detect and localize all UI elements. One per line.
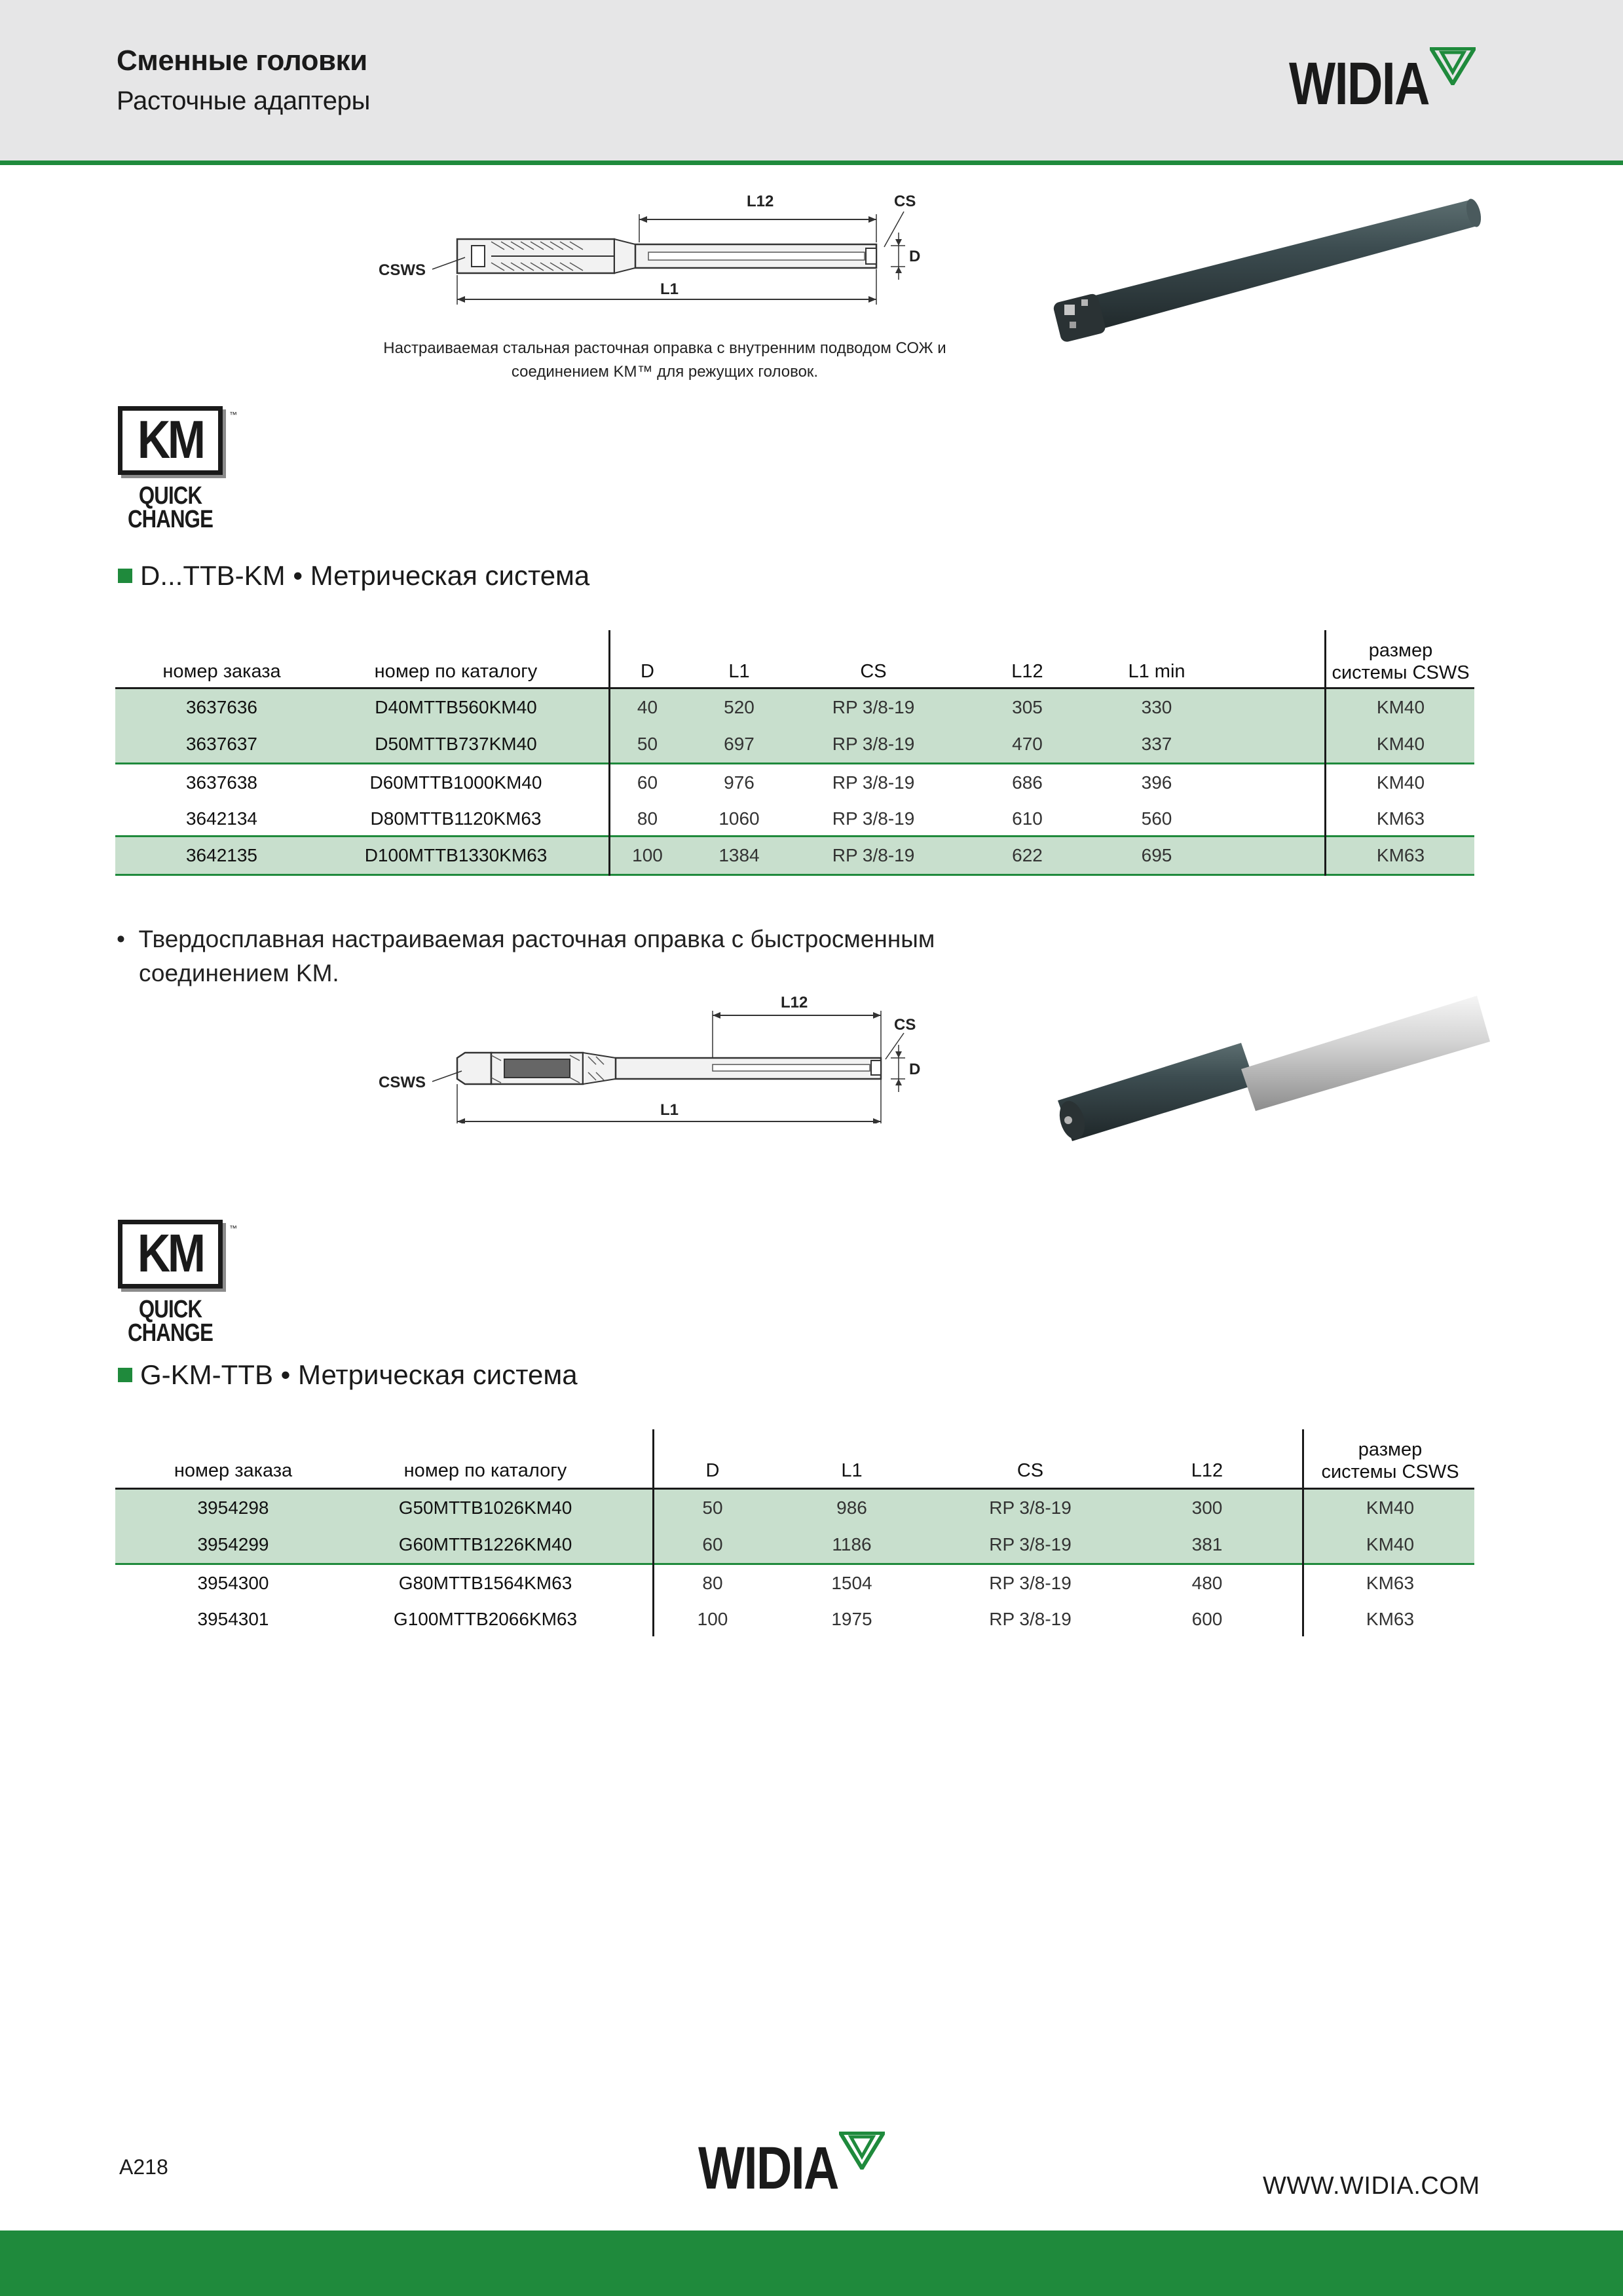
cell-catalog-number: D40MTTB560KM40 [375, 697, 537, 717]
table-g-km-ttb [115, 1429, 1474, 1636]
green-square-marker [118, 1368, 132, 1382]
cell-d: 50 [702, 1497, 723, 1518]
cell-cs: RP 3/8-19 [832, 734, 915, 754]
cell-l12: 300 [1191, 1497, 1223, 1518]
cell-l1: 520 [724, 697, 755, 717]
product-photo-steel-bar [1045, 187, 1503, 357]
dim-label-l1: L1 [660, 1101, 679, 1119]
cell-l12: 600 [1191, 1609, 1223, 1629]
km-letters: KM [138, 410, 203, 470]
cell-l12: 622 [1012, 845, 1043, 865]
table-row [115, 1526, 1474, 1563]
dim-label-csws: CSWS [379, 261, 426, 279]
cell-order-number: 3954298 [197, 1497, 269, 1518]
column-divider [608, 630, 610, 876]
cell-l1-min: 695 [1141, 845, 1172, 865]
col-header-d: D [705, 1460, 720, 1481]
caption-line-1: Настраиваемая стальная расточная оправка с внутренним подводом СОЖ и [383, 339, 946, 357]
cell-cs: RP 3/8-19 [989, 1609, 1072, 1629]
cell-l1-min: 330 [1141, 697, 1172, 717]
widia-triangle-icon [839, 2132, 885, 2170]
cell-catalog-number: D50MTTB737KM40 [375, 734, 537, 754]
cell-d: 100 [632, 845, 663, 865]
table-row [115, 764, 1474, 801]
bullet-text-2: соединением KM. [139, 960, 339, 987]
dim-label-cs: CS [894, 1016, 916, 1034]
green-square-marker [118, 569, 132, 583]
cell-csws: KM40 [1366, 1534, 1415, 1554]
table-d-ttb-km [115, 630, 1474, 876]
cell-l12: 610 [1012, 808, 1043, 829]
section-heading-text: G-KM-TTB • Метрическая система [140, 1359, 578, 1390]
footer-bar [0, 2230, 1623, 2296]
cell-csws: KM63 [1366, 1573, 1415, 1593]
cell-l1-min: 337 [1141, 734, 1172, 754]
cell-csws: KM40 [1376, 734, 1425, 754]
cell-order-number: 3642134 [185, 808, 257, 829]
cell-l1-min: 560 [1141, 808, 1172, 829]
table-row [115, 1601, 1474, 1638]
cell-catalog-number: D60MTTB1000KM40 [369, 772, 542, 793]
km-quick-change-text [118, 1298, 223, 1345]
bullet-line-2 [117, 956, 935, 990]
cell-catalog-number: D100MTTB1330KM63 [364, 845, 548, 865]
page-number: A218 [119, 2155, 168, 2179]
product-photo-carbide-bar [1045, 989, 1503, 1159]
km-quick-change-badge-1 [118, 406, 237, 533]
cell-catalog-number: G50MTTB1026KM40 [398, 1497, 572, 1518]
cell-cs: RP 3/8-19 [989, 1573, 1072, 1593]
col-header-csws-line2: системы CSWS [1321, 1461, 1459, 1482]
cell-l1: 1975 [831, 1609, 872, 1629]
cell-l1: 986 [836, 1497, 867, 1518]
table-row [115, 726, 1474, 762]
cell-catalog-number: G60MTTB1226KM40 [398, 1534, 572, 1554]
cell-l1: 1060 [718, 808, 760, 829]
col-header-order-number: номер заказа [162, 661, 281, 682]
km-trademark: ™ [229, 1224, 237, 1233]
logo-wordmark: WIDIA [1289, 50, 1429, 117]
col-header-order-number: номер заказа [174, 1460, 293, 1481]
cell-catalog-number: G80MTTB1564KM63 [398, 1573, 572, 1593]
bullet-line-1: • Твердосплавная настраиваемая расточная оправка с быстросменным [117, 926, 935, 952]
col-header-cs: CS [860, 661, 887, 682]
cell-l1: 976 [724, 772, 755, 793]
cell-csws: KM40 [1376, 697, 1425, 717]
cell-catalog-number: D80MTTB1120KM63 [370, 808, 542, 829]
table-row [115, 689, 1474, 726]
col-header-l1-min: L1 min [1128, 661, 1185, 682]
website-url[interactable]: WWW.WIDIA.COM [1263, 2172, 1480, 2200]
dim-label-d: D [909, 248, 921, 265]
table-row [115, 800, 1474, 837]
cell-csws: KM63 [1366, 1609, 1415, 1629]
dim-label-csws: CSWS [379, 1074, 426, 1091]
feature-bullet [117, 922, 935, 990]
cell-csws: KM40 [1376, 772, 1425, 793]
cell-catalog-number: G100MTTB2066KM63 [393, 1609, 578, 1629]
page-subtitle: Расточные адаптеры [117, 86, 371, 115]
table-row [115, 837, 1474, 874]
column-divider [1302, 1429, 1304, 1636]
widia-logo-footer [698, 2136, 895, 2201]
cell-csws: KM40 [1366, 1497, 1415, 1518]
dim-label-cs: CS [894, 193, 916, 210]
caption-line-2: соединением KM™ для режущих головок. [511, 363, 819, 381]
cell-l12: 305 [1012, 697, 1043, 717]
cell-cs: RP 3/8-19 [832, 772, 915, 793]
km-quick-change-badge-2 [118, 1220, 237, 1347]
cell-l12: 480 [1191, 1573, 1223, 1593]
section-heading-text: D...TTB-KM • Метрическая система [140, 560, 590, 591]
cell-d: 80 [702, 1573, 723, 1593]
cell-csws: KM63 [1376, 845, 1425, 865]
column-divider [1324, 630, 1326, 876]
dim-label-l12: L12 [747, 193, 774, 210]
cell-order-number: 3954300 [197, 1573, 269, 1593]
cell-d: 50 [637, 734, 658, 754]
header-rule [0, 160, 1623, 165]
technical-drawing-carbide-bar [367, 992, 969, 1123]
table-row [115, 1490, 1474, 1526]
widia-triangle-icon [1430, 47, 1476, 85]
section-heading-g-km-ttb [118, 1359, 578, 1391]
col-header-l1: L1 [841, 1460, 863, 1481]
cell-cs: RP 3/8-19 [989, 1497, 1072, 1518]
table-row [115, 1565, 1474, 1602]
col-header-d: D [641, 661, 654, 682]
table-bottom-rule [115, 874, 1474, 876]
col-header-l12: L12 [1191, 1460, 1223, 1481]
cell-order-number: 3637637 [185, 734, 257, 754]
cell-l12: 470 [1012, 734, 1043, 754]
cell-d: 60 [702, 1534, 723, 1554]
km-line-quick: QUICK [138, 1296, 202, 1323]
cell-order-number: 3954301 [197, 1609, 269, 1629]
cell-l1: 1186 [832, 1534, 872, 1554]
km-letters: KM [138, 1224, 203, 1283]
cell-order-number: 3637638 [185, 772, 257, 793]
cell-d: 100 [697, 1609, 728, 1629]
col-header-l12: L12 [1011, 661, 1043, 682]
dim-label-l12: L12 [781, 994, 808, 1011]
logo-wordmark: WIDIA [698, 2135, 838, 2202]
col-header-csws-line1: размер [1368, 640, 1433, 661]
cell-order-number: 3954299 [197, 1534, 269, 1554]
cell-l1: 1504 [831, 1573, 872, 1593]
km-quick-change-text [118, 484, 223, 531]
cell-l1-min: 396 [1141, 772, 1172, 793]
cell-order-number: 3642135 [185, 845, 257, 865]
cell-d: 80 [637, 808, 658, 829]
col-header-csws-line1: размер [1358, 1439, 1423, 1460]
col-header-l1: L1 [728, 661, 750, 682]
section-heading-d-ttb-km [118, 560, 589, 592]
cell-cs: RP 3/8-19 [832, 808, 915, 829]
cell-cs: RP 3/8-19 [989, 1534, 1072, 1554]
km-line-change: CHANGE [127, 1319, 214, 1347]
col-header-catalog-number: номер по каталогу [374, 661, 538, 682]
km-line-quick: QUICK [138, 482, 202, 510]
km-logo-box [118, 1220, 223, 1289]
col-header-catalog-number: номер по каталогу [403, 1460, 567, 1481]
km-line-change: CHANGE [127, 506, 214, 533]
cell-l1: 1384 [718, 845, 760, 865]
drawing-caption [301, 337, 1028, 384]
cell-d: 60 [637, 772, 658, 793]
cell-l12: 381 [1191, 1534, 1223, 1554]
cell-d: 40 [637, 697, 658, 717]
km-trademark: ™ [229, 410, 237, 419]
column-divider [652, 1429, 654, 1636]
page-title: Сменные головки [117, 45, 367, 77]
cell-l1: 697 [724, 734, 755, 754]
cell-cs: RP 3/8-19 [832, 845, 915, 865]
bullet-text-1: Твердосплавная настраиваемая расточная оправка с быстросменным [138, 926, 935, 952]
col-header-csws-line2: системы CSWS [1332, 662, 1470, 683]
dim-label-l1: L1 [660, 280, 679, 298]
cell-csws: KM63 [1376, 808, 1425, 829]
cell-order-number: 3637636 [185, 697, 257, 717]
col-header-cs: CS [1017, 1460, 1044, 1481]
technical-drawing-steel-bar [367, 187, 969, 318]
col-header-csws-size [1327, 639, 1474, 684]
dim-label-d: D [909, 1061, 921, 1078]
cell-l12: 686 [1012, 772, 1043, 793]
km-logo-box [118, 406, 223, 475]
col-header-csws-size [1306, 1439, 1474, 1483]
widia-logo-header [1289, 51, 1479, 117]
cell-cs: RP 3/8-19 [832, 697, 915, 717]
